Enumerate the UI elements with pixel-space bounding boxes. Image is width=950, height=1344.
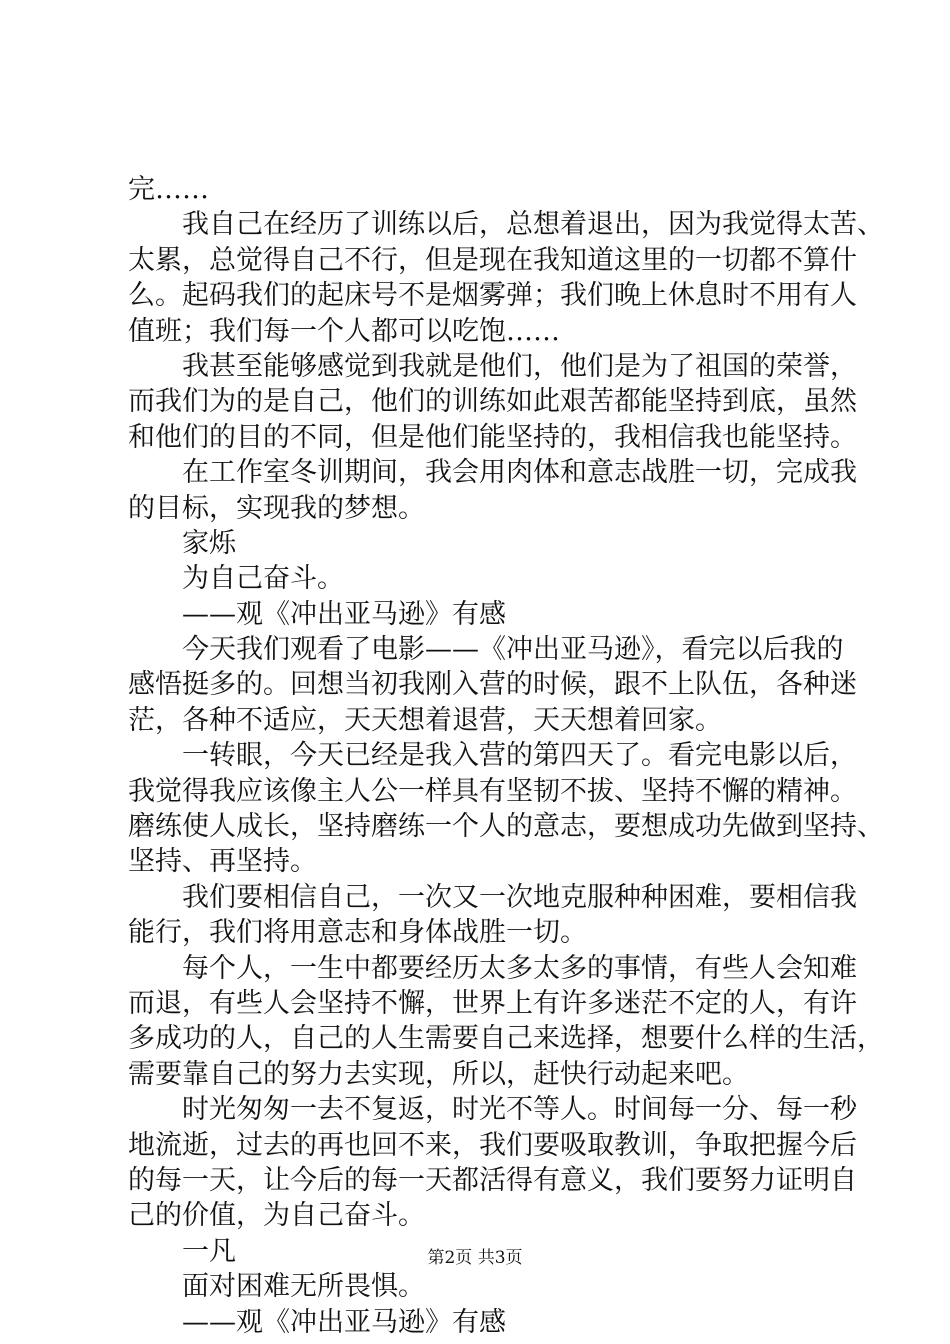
text-line: 茫，各种不适应，天天想着退营，天天想着回家。: [128, 704, 722, 736]
author-name: 家烁: [128, 527, 236, 559]
text-line: 的目标，实现我的梦想。: [128, 492, 425, 524]
author-name: 一凡: [128, 1235, 236, 1267]
text-line: 多成功的人，自己的人生需要自己来选择，想要什么样的生活，: [128, 1023, 884, 1055]
text-line: 我甚至能够感觉到我就是他们，他们是为了祖国的荣誉，: [128, 350, 857, 382]
text-line: 我自己在经历了训练以后，总想着退出，因为我觉得太苦、: [128, 209, 884, 241]
essay-subtitle: ——观《冲出亚马逊》有感: [128, 598, 506, 630]
text-line: 而我们为的是自己，他们的训练如此艰苦都能坚持到底，虽然: [128, 386, 857, 418]
text-line: 时光匆匆一去不复返，时光不等人。时间每一分、每一秒: [128, 1094, 857, 1126]
text-line: 和他们的目的不同，但是他们能坚持的，我相信我也能坚持。: [128, 421, 857, 453]
text-line: 地流逝，过去的再也回不来，我们要吸取教训，争取把握今后: [128, 1129, 857, 1161]
text-line: 而退，有些人会坚持不懈，世界上有许多迷茫不定的人，有许: [128, 987, 857, 1019]
document-body: [128, 172, 884, 1340]
text-line: 我觉得我应该像主人公一样具有坚韧不拔、坚持不懈的精神。: [128, 775, 857, 807]
essay-subtitle: ——观《冲出亚马逊》有感: [128, 1306, 506, 1338]
text-line: 己的价值，为自己奋斗。: [128, 1200, 425, 1232]
text-line: 在工作室冬训期间，我会用肉体和意志战胜一切，完成我: [128, 457, 857, 489]
essay-title: 面对困难无所畏惧。: [128, 1271, 425, 1303]
text-line: 能行，我们将用意志和身体战胜一切。: [128, 917, 587, 949]
text-line: 的每一天，让今后的每一天都活得有意义，我们要努力证明自: [128, 1164, 857, 1196]
text-line: 完……: [128, 174, 209, 205]
text-line: 今天我们观看了电影——《冲出亚马逊》，看完以后我的: [128, 634, 844, 666]
text-line: 每个人，一生中都要经历太多太多的事情，有些人会知难: [128, 952, 857, 984]
essay-title: 为自己奋斗。: [128, 563, 344, 595]
text-line: 一转眼，今天已经是我入营的第四天了。看完电影以后，: [128, 740, 857, 772]
text-line: 我们要相信自己，一次又一次地克服种种困难，要相信我: [128, 881, 857, 913]
text-line: 值班；我们每一个人都可以吃饱……: [128, 315, 560, 347]
text-line: 感悟挺多的。回想当初我刚入营的时候，跟不上队伍，各种迷: [128, 669, 857, 701]
text-line: 需要靠自己的努力去实现，所以，赶快行动起来吧。: [128, 1058, 749, 1090]
text-line: 磨练使人成长，坚持磨练一个人的意志，要想成功先做到坚持、: [128, 811, 884, 843]
text-line: 坚持、再坚持。: [128, 846, 317, 878]
page-number: 第2页 共3页: [427, 1248, 523, 1268]
text-line: 么。起码我们的起床号不是烟雾弹；我们晚上休息时不用有人: [128, 280, 857, 312]
text-line: 太累，总觉得自己不行，但是现在我知道这里的一切都不算什: [128, 244, 857, 276]
